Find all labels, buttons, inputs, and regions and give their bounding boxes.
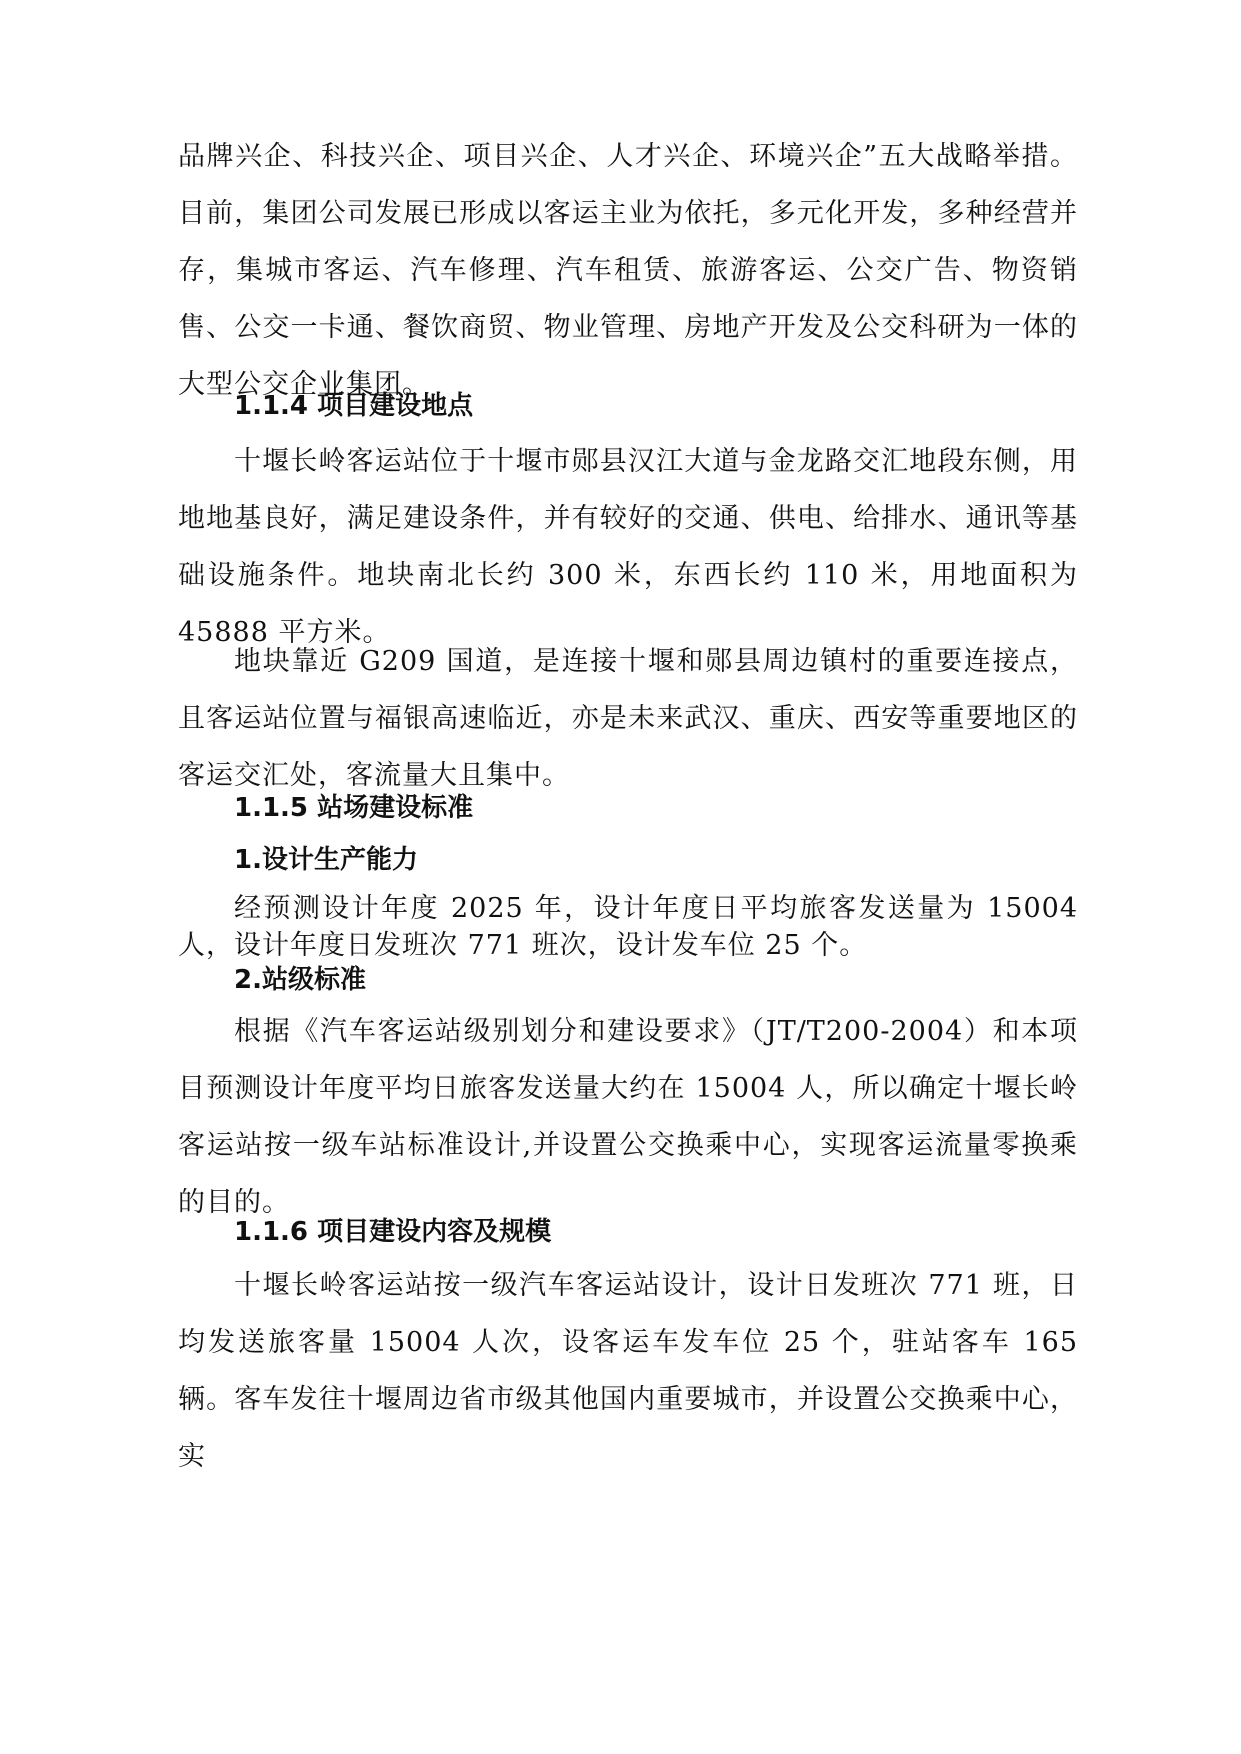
- paragraph-company-overview: 品牌兴企、科技兴企、项目兴企、人才兴企、环境兴企”五大战略举措。目前，集团公司发展已形成以客运主业为依托，多元化开发，多种经营并存，集城市客运、汽车修理、汽车租赁、旅游客运、公交广告、物资销售、公交一卡通、餐饮商贸、物业管理、房地产开发及公交科研为一体的大型公交企业集团。: [178, 141, 1078, 400]
- subheading-station-grade: 2.站级标准: [234, 965, 366, 995]
- paragraph-design-capacity: 经预测设计年度 2025 年，设计年度日平均旅客发送量为 15004 人，设计年度日发班次 771 班次，设计发车位 25 个。: [178, 893, 1078, 961]
- section-heading-1-1-5: 1.1.5 站场建设标准: [234, 793, 474, 823]
- paragraph-station-grade: 根据《汽车客运站级别划分和建设要求》（JT/T200-2004）和本项目预测设计年度平均日旅客发送量大约在 15004 人，所以确定十堰长岭客运站按一级车站标准设计,并设置公交换乘中心，实现客运流量零换乘的目的。: [178, 1016, 1078, 1218]
- subheading-design-capacity: 1.设计生产能力: [234, 845, 418, 875]
- section-heading-1-1-6: 1.1.6 项目建设内容及规模: [234, 1217, 552, 1247]
- paragraph-project-location: 十堰长岭客运站位于十堰市郧县汉江大道与金龙路交汇地段东侧，用地地基良好，满足建设条件，并有较好的交通、供电、给排水、通讯等基础设施条件。地块南北长约 300 米，东西长约 110 米，用地面积为 45888 平方米。: [178, 446, 1078, 648]
- paragraph-construction-scale: 十堰长岭客运站按一级汽车客运站设计，设计日发班次 771 班，日均发送旅客量 15004 人次，设客运车发车位 25 个，驻站客车 165 辆。客车发往十堰周边省市级其他国内重要城市，并设置公交换乘中心，实: [178, 1270, 1078, 1472]
- paragraph-location-traffic: 地块靠近 G209 国道，是连接十堰和郧县周边镇村的重要连接点，且客运站位置与福银高速临近，亦是未来武汉、重庆、西安等重要地区的客运交汇处，客流量大且集中。: [178, 646, 1078, 791]
- section-heading-1-1-4: 1.1.4 项目建设地点: [234, 391, 474, 421]
